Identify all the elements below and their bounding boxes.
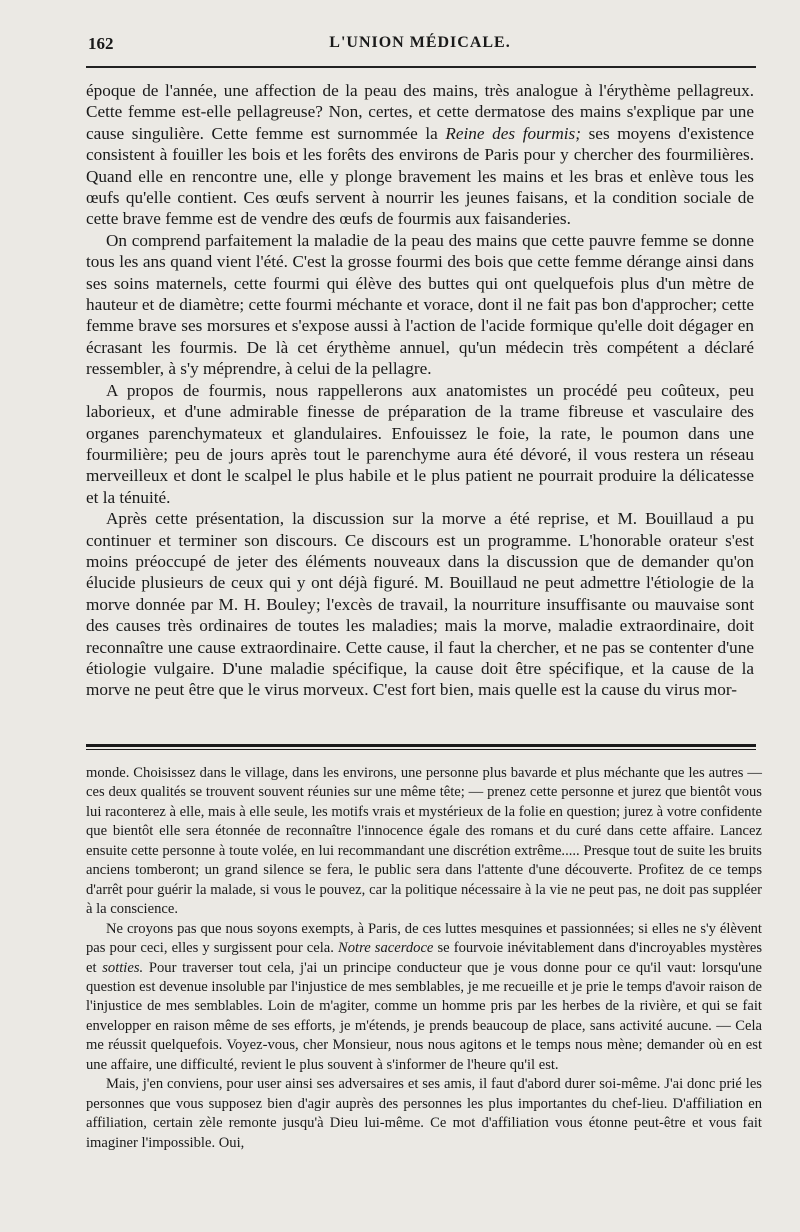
main-paragraph-1-italic: Reine des fourmis; (445, 123, 581, 143)
feuilleton-italic-sotties: sotties. (102, 959, 144, 976)
feuilleton-paragraph-1: monde. Choisissez dans le village, dans les environs, une personne plus bavarde et plus méchante que les autres — ces deux qualités se trouvent souvent réunies sur une même tête; — prenez cette personne et jurez que bientôt vous lui raconterez à elle, mais à elle seule, les motifs vrais et mystérieux de la folie en question; jurez à votre confidente que bientôt elle sera étonnée de reconnaître l'innocence égale des romans et du curé dans cette affaire. Lancez ensuite cette personne à toute volée, en lui recommandant une discrétion extrême..... Presque tout de suite les bruits anciens tomberont; un grand silence se fera, le public sera dans l'attente d'une découverte. Profitez de ce temps d'arrêt pour guérir la malade, si vous le pouvez, car la politique nécessaire à la vie ne peut pas, ne doit pas suppléer à la conscience. (86, 765, 762, 918)
feuilleton-paragraph-2-end: Pour traverser tout cela, j'ai un principe conducteur que je vous donne pour ce qu'il vaut: lorsqu'une question est devenue insoluble par l'injustice de mes semblables, je me recueille et je prie le temps d'avoir raison de l'injustice de mes semblables. Loin de m'agiter, comme un homme pris par les herbes de la rivière, et qui se fait envelopper en raison même de ses efforts, je m'étends, je prends beaucoup de place, sans activité aucune. — Cela me réussit quelquefois. Voyez-vous, cher Monsieur, nous nous agitons et le temps nous mène; demander où en est une affaire, une difficulté, revient le plus souvent à s'informer de l'heure qu'il est. (86, 959, 762, 1073)
page-number: 162 (88, 34, 114, 53)
main-paragraph-4: Après cette présentation, la discussion sur la morve a été reprise, et M. Bouillaud a pu continuer et terminer son discours. Ce discours est un programme. L'honorable orateur s'est moins préoccupé de jeter des éléments nouveaux dans la discussion que de demander qu'on élucide plusieurs de ceux qui y ont déjà figuré. M. Bouillaud ne peut admettre l'étiologie de la morve donnée par M. H. Bouley; l'excès de travail, la nourriture insuffisante ou mauvaise sont des causes très ordinaires de toutes les maladies; mais la morve, maladie extraordinaire, doit reconnaître une cause extraordinaire. Cette cause, il faut la chercher, et ne pas se contenter d'une étiologie vulgaire. D'une maladie spécifique, la cause doit être spécifique, et la cause de la morve ne peut être que le virus morveux. C'est fort bien, mais quelle est la cause du virus mor- (86, 509, 754, 700)
main-paragraph-2: On comprend parfaitement la maladie de la peau des mains que cette pauvre femme se donne tous les ans quand vient l'été. C'est la grosse fourmi des bois que cette femme dérange ainsi dans ses soins maternels, cette fourmi qui élève des buttes qui ont quelquefois plus d'un mètre de hauteur et de diamètre; cette fourmi méchante et vorace, dont il ne fait pas bon d'approcher; cette femme brave ses morsures et s'expose aussi à l'action de l'acide formique qu'elle doit dégager en écrasant les fourmis. De là cet érythème annuel, qu'un médecin très compétent a déclaré ressembler, à s'y méprendre, à celui de la pellagre. (86, 230, 754, 379)
page-header (84, 34, 756, 58)
main-paragraph-1-text: époque de l'année, une affection de la peau des mains, très analogue à l'érythème pellagreux. Cette femme est-elle pellagreuse? Non, certes, et cette dermatose des mains s'explique par une cause singulière. Cette femme est surnommée la (86, 81, 754, 143)
running-title: L'UNION MÉDICALE. (329, 34, 511, 51)
main-paragraph-1-end: ses moyens d'existence consistent à fouiller les bois et les forêts des environs de Paris pour y chercher des fourmilières. Quand elle en rencontre une, elle y plonge bravement les mains et les bras et enlève tous les œufs qu'elle contient. Ces œufs servent à nourrir les jeunes faisans, et la condition sociale de cette brave femme est de vendre des œufs de fourmis aux faisanderies. (86, 123, 755, 229)
feuilleton-paragraph-3: Mais, j'en conviens, pour user ainsi ses adversaires et ses amis, il faut d'abord durer soi-même. J'ai donc prié les personnes que vous supposez bien d'agir auprès des personnes les plus importantes du chef-lieu. D'affiliation en affiliation, certain zèle remonte jusqu'à Dieu lui-même. Ce mot d'affiliation vous étonne peut-être et vous fait imaginer l'impossible. Oui, (86, 1076, 762, 1151)
feuilleton-paragraph-2 (86, 920, 762, 1076)
main-paragraph-3: A propos de fourmis, nous rappellerons aux anatomistes un procédé peu coûteux, peu laborieux, et d'une admirable finesse de préparation de la trame fibreuse et vasculaire des organes parenchymateux et glandulaires. Enfouissez le foie, la rate, le poumon dans une fourmilière; peu de jours après tout le parenchyme aura été dévoré, il vous restera un réseau merveilleux et dont le scalpel le plus habile et le plus patient ne pourrait produire la délicatesse et la ténuité. (86, 380, 754, 507)
feuilleton-paragraph-2-mid: se fourvoie inévitablement dans d'incroyables mystères et (86, 940, 763, 976)
feuilleton-divider (86, 744, 756, 750)
feuilleton-italic-sacerdoce: Notre sacerdoce (338, 940, 434, 957)
feuilleton-text (86, 764, 762, 1153)
feuilleton-paragraph-2-text: Ne croyons pas que nous soyons exempts, à Paris, de ces luttes mesquines et passionnées; si elles ne s'y élèvent pas pour ceci, elles y surgissent pour cela. (86, 920, 762, 957)
main-text (86, 80, 754, 701)
main-paragraph-1 (86, 80, 754, 230)
header-rule (86, 66, 756, 68)
